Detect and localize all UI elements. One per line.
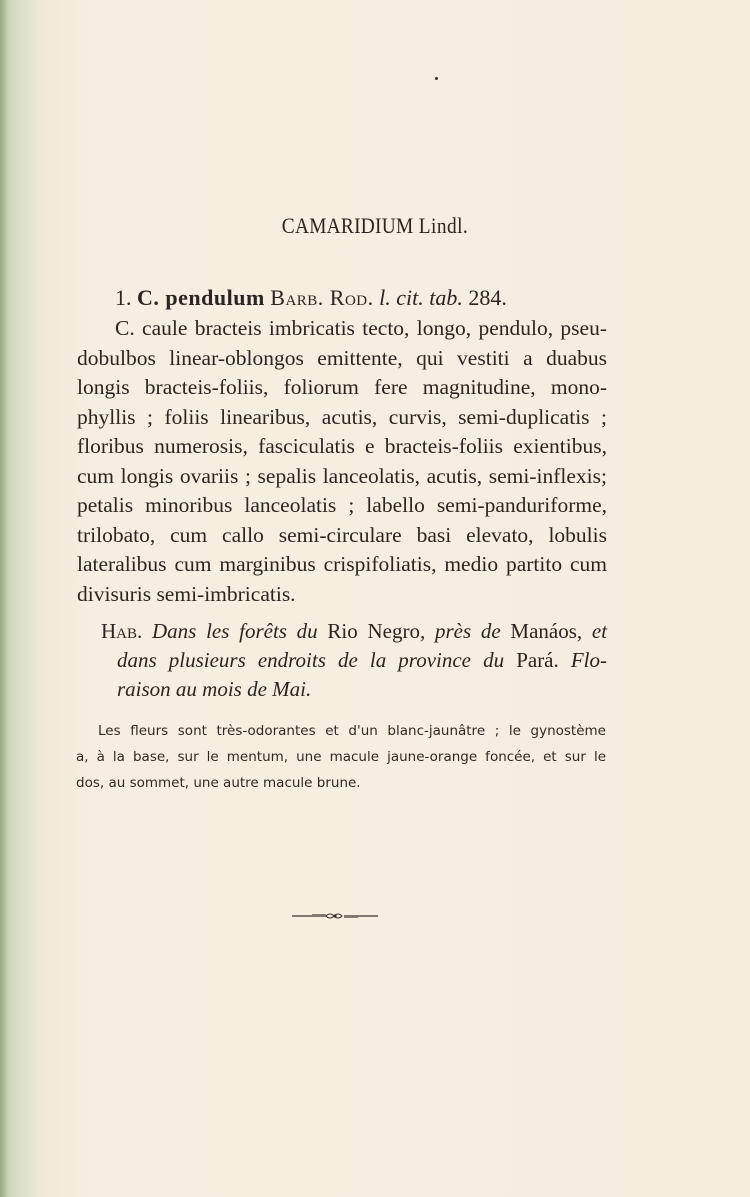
description-line: floribus numerosis, fasciculatis e bracteis-foliis exientibus, — [77, 434, 607, 458]
habitat-line — [77, 675, 607, 704]
habitat-label: Hab. — [101, 619, 143, 643]
habitat-text: Flo- — [570, 648, 608, 672]
citation: l. cit. tab. — [379, 285, 463, 310]
habitat-place: Manáos, — [510, 619, 583, 643]
note-line: a, à la base, sur le mentum, une macule jaune-orange foncée, et sur le — [76, 749, 606, 765]
note-line: Les fleurs sont très-odorantes et d'un blanc-jaunâtre ; le gynostème — [98, 723, 606, 739]
note-line: dos, au sommet, une autre macule brune. — [76, 775, 361, 791]
genus-heading — [45, 213, 705, 239]
description-line: trilobato, cum callo semi-circulare basi elevato, lobulis — [77, 522, 607, 547]
habitat-text: Dans les forêts du — [152, 619, 318, 643]
species-authority: Barb. Rod. — [270, 285, 374, 310]
habitat-text: près de — [434, 619, 501, 643]
ink-speck — [435, 77, 438, 80]
habitat-paragraph — [77, 617, 607, 704]
species-entry — [115, 285, 507, 311]
species-name: C. pendulum — [137, 285, 265, 310]
latin-description — [77, 314, 607, 609]
description-line: petalis minoribus lanceolatis ; labello semi-panduriforme, — [77, 493, 607, 517]
description-line: cum longis ovariis ; sepalis lanceolatis, acutis, semi-inflexis; — [77, 463, 607, 488]
description-line: lateralibus cum marginibus crispifoliatis, medio partito cum — [77, 552, 607, 576]
flower-note — [76, 718, 606, 796]
habitat-line — [77, 617, 607, 646]
habitat-text: et — [591, 619, 608, 643]
description-line: divisuris semi-imbricatis. — [77, 581, 296, 606]
plate-number: 284. — [468, 285, 507, 310]
description-line: longis bracteis-foliis, foliorum fere magnitudine, mono- — [77, 375, 607, 399]
description-line: C. caule bracteis imbricatis tecto, longo, pendulo, pseu- — [115, 316, 607, 340]
habitat-place: Rio Negro, — [327, 619, 426, 643]
gutter-shadow — [0, 0, 8, 1197]
entry-number: 1. — [115, 285, 132, 310]
end-ornament — [290, 910, 380, 922]
habitat-text: raison au mois de Mai. — [117, 677, 312, 701]
description-line: phyllis ; foliis linearibus, acutis, curvis, semi-duplicatis ; — [77, 404, 607, 429]
habitat-text: dans plusieurs endroits de la province du — [117, 648, 505, 672]
genus-name: CAMARIDIUM — [281, 213, 414, 238]
genus-author: Lindl. — [418, 213, 469, 238]
description-line: dobulbos linear-oblongos emittente, qui vestiti a duabus — [77, 345, 607, 370]
habitat-place: Pará. — [516, 648, 559, 672]
habitat-line — [77, 646, 607, 675]
